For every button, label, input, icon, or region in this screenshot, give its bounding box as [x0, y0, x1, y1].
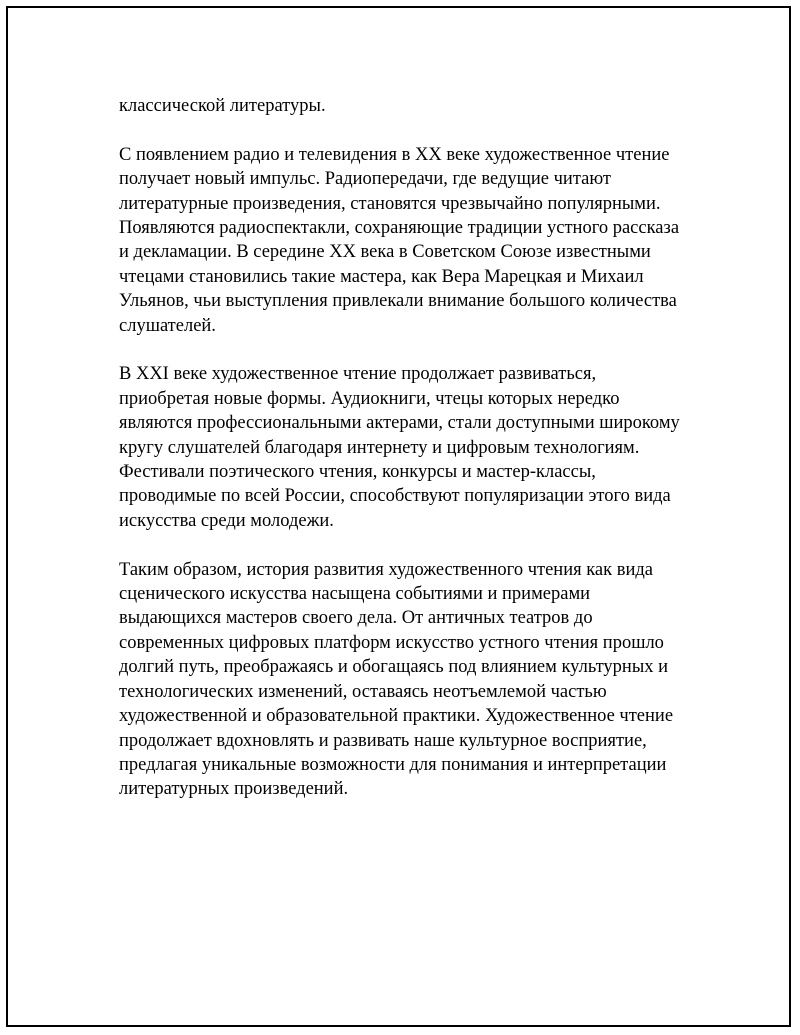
text-line: классической литературы. — [119, 96, 326, 116]
text-line: искусства среди молодежи. — [119, 510, 334, 531]
text-line: В XXI веке художественное чтение продолжает развиваться, — [119, 364, 597, 385]
paragraph — [119, 362, 689, 533]
text-line: Ульянов, чьи выступления привлекали внимание большого количества — [119, 291, 677, 312]
text-line: проводимые по всей России, способствуют популяризации этого вида — [119, 486, 671, 507]
paragraph — [119, 558, 689, 802]
text-line: являются профессиональными актерами, стали доступными широкому — [119, 413, 680, 434]
text-line: сценического искусства насыщена событиями и примерами — [119, 584, 591, 605]
text-line: слушателей. — [119, 315, 216, 336]
text-line: долгий путь, преображаясь и обогащаясь под влиянием культурных и — [119, 657, 669, 678]
text-line: и декламации. В середине XX века в Советском Союзе известными — [119, 242, 651, 263]
text-line: Таким образом, история развития художественного чтения как вида — [119, 559, 654, 580]
text-line: литературные произведения, становятся чрезвычайно популярными. — [119, 193, 661, 214]
text-line: получает новый импульс. Радиопередачи, где ведущие читают — [119, 169, 612, 190]
paragraph — [119, 94, 689, 118]
text-line: технологических изменений, оставаясь неотъемлемой частью — [119, 681, 607, 702]
text-line: литературных произведений. — [119, 779, 349, 800]
text-line: современных цифровых платформ искусство устного чтения прошло — [119, 632, 664, 653]
text-line: Появляются радиоспектакли, сохраняющие традиции устного рассказа — [119, 218, 680, 239]
text-line: чтецами становились такие мастера, как Вера Марецкая и Михаил — [119, 266, 644, 287]
text-line: выдающихся мастеров своего дела. От античных театров до — [119, 608, 593, 629]
text-line: Фестивали поэтического чтения, конкурсы и мастер-классы, — [119, 462, 596, 483]
text-line: приобретая новые формы. Аудиокниги, чтецы которых нередко — [119, 388, 620, 409]
document-page — [6, 6, 791, 1027]
text-line: С появлением радио и телевидения в XX веке художественное чтение — [119, 144, 670, 165]
paragraph — [119, 143, 689, 338]
text-line: художественной и образовательной практики. Художественное чтение — [119, 706, 674, 727]
text-line: продолжает вдохновлять и развивать наше культурное восприятие, — [119, 730, 647, 751]
document-body — [119, 94, 689, 826]
text-line: предлагая уникальные возможности для понимания и интерпретации — [119, 754, 667, 775]
text-line: кругу слушателей благодаря интернету и цифровым технологиям. — [119, 437, 640, 458]
